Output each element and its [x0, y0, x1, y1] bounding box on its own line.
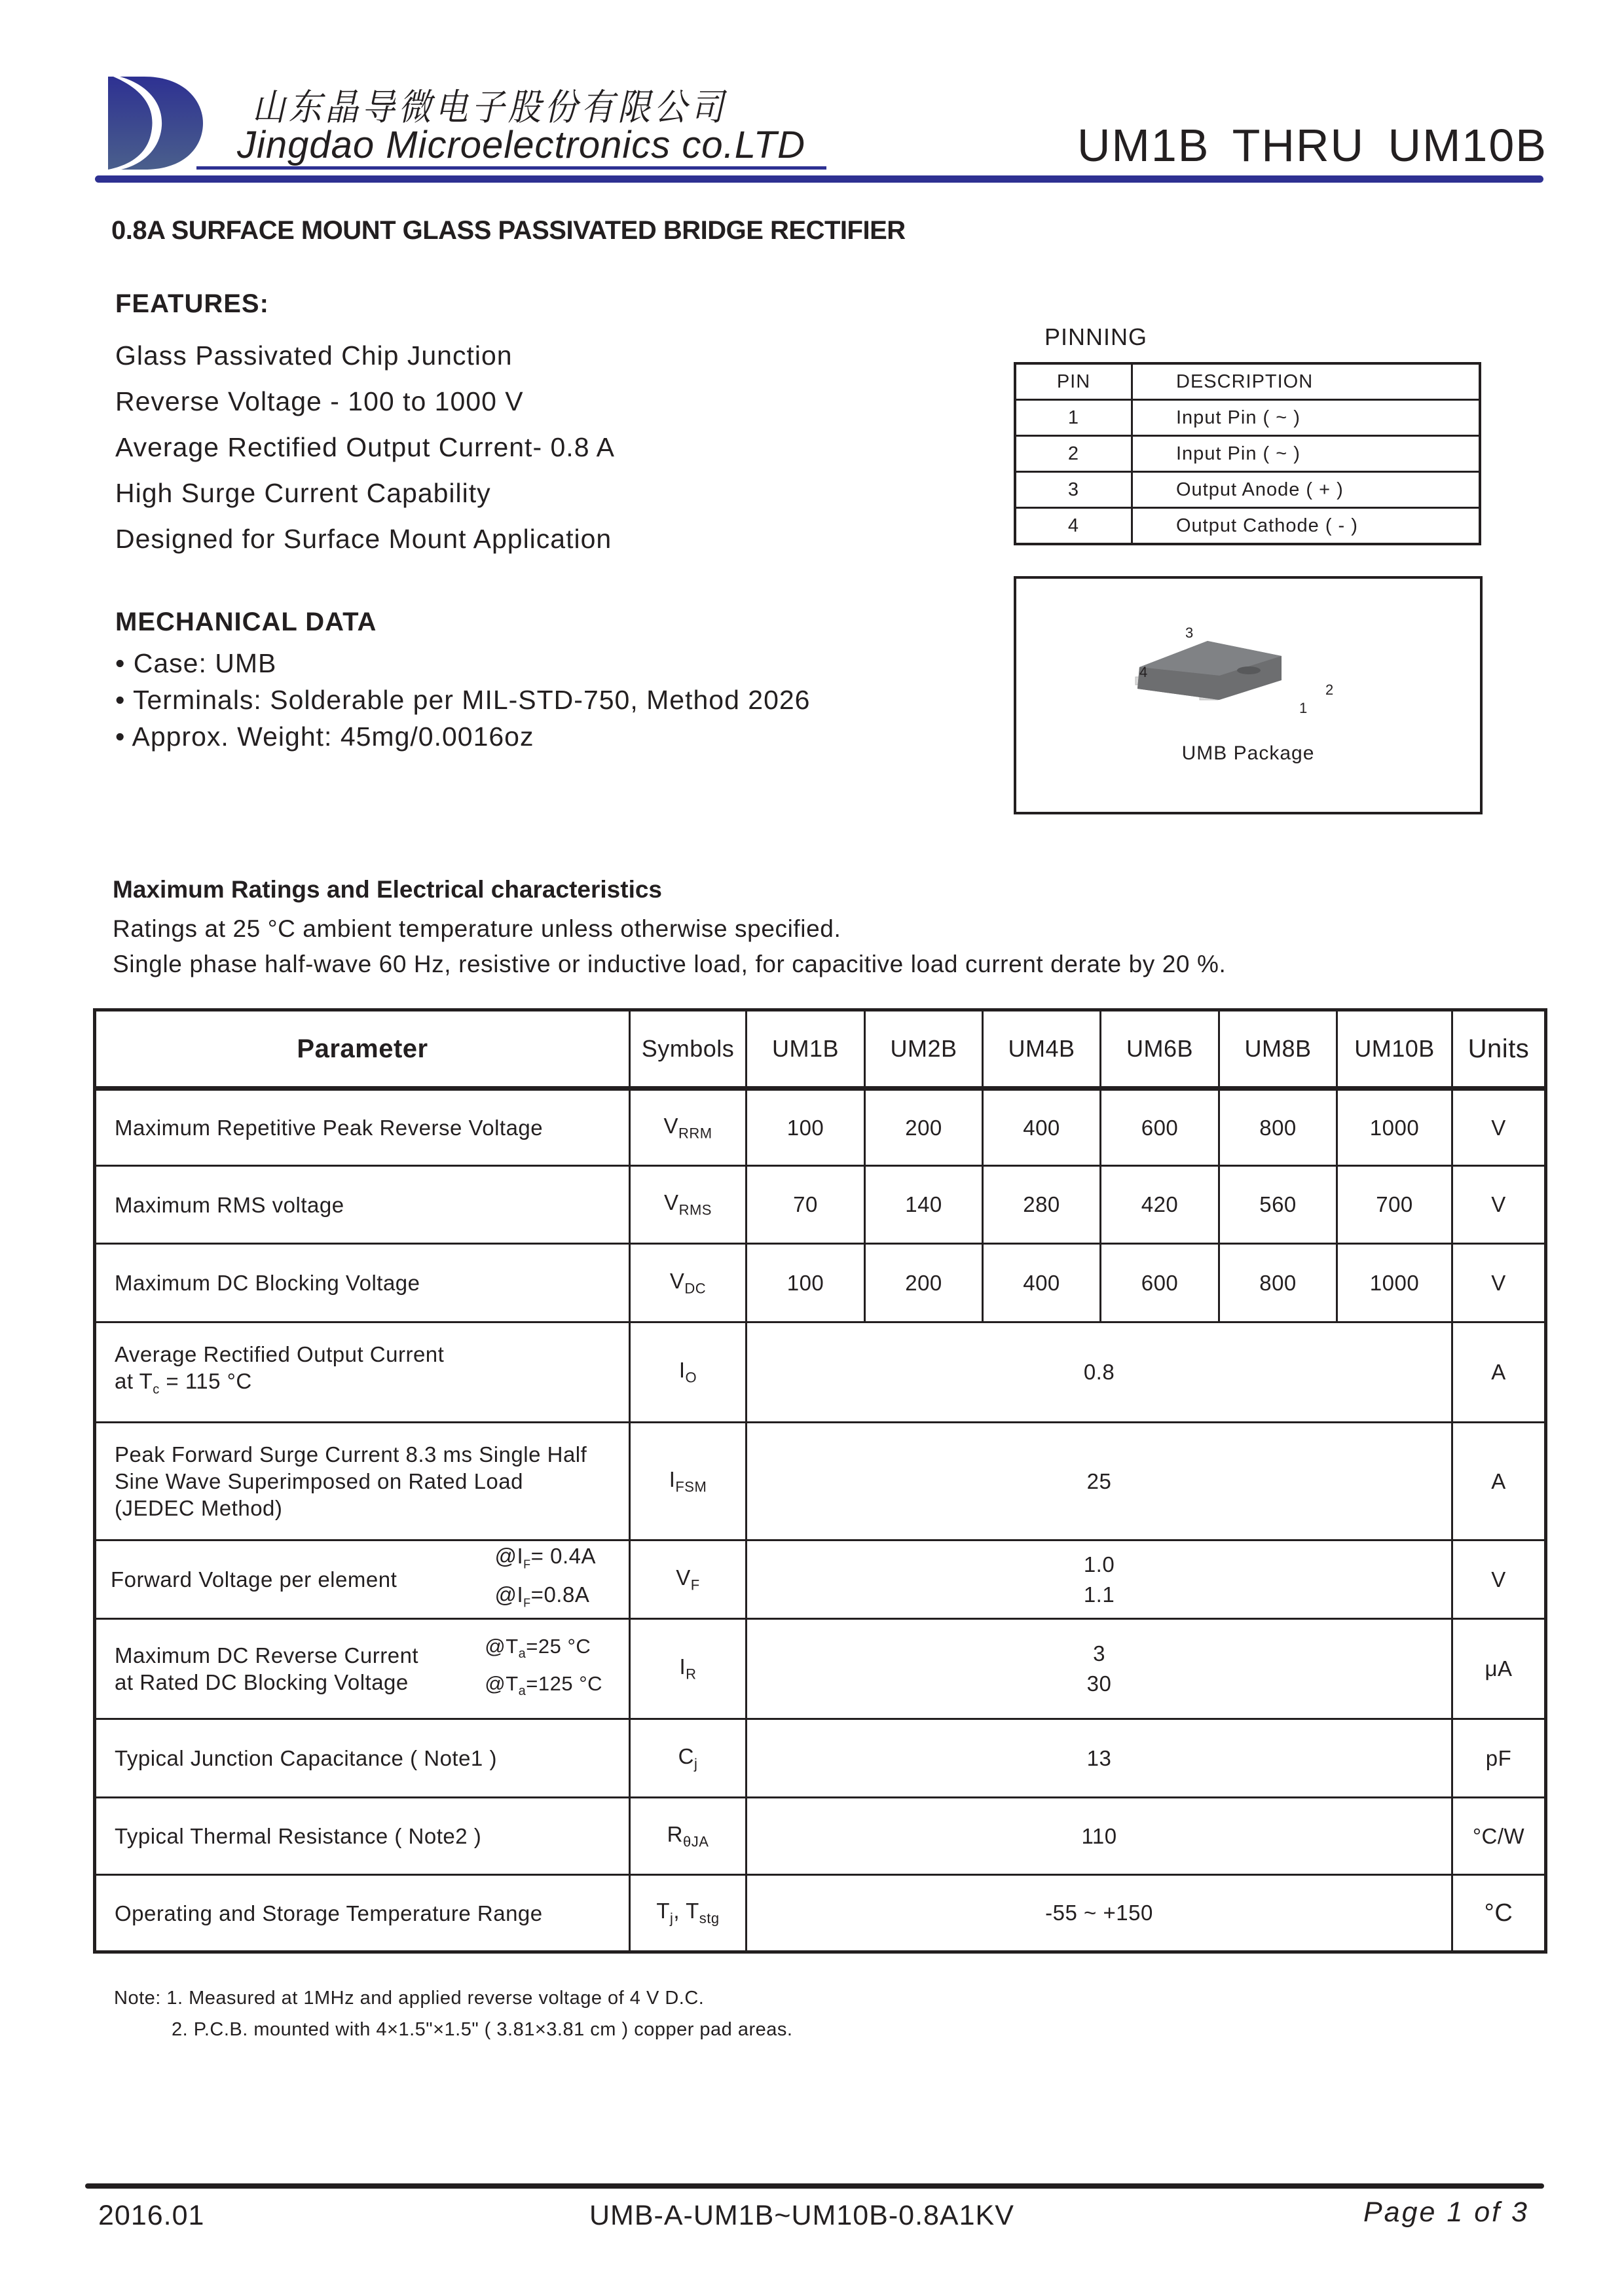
- ratings-table: [93, 1008, 1547, 1954]
- unit-cell: V: [1452, 1244, 1546, 1322]
- pin-description: Output Cathode ( - ): [1132, 508, 1481, 545]
- table-row-temp: [95, 1875, 1546, 1952]
- value-cell: 1000: [1337, 1089, 1452, 1166]
- value-cell: 100: [747, 1244, 865, 1322]
- table-row-vrms: [95, 1166, 1546, 1244]
- parameter-cell: Peak Forward Surge Current 8.3 ms Single Half Sine Wave Superimposed on Rated Load (JEDEC Method): [95, 1423, 630, 1540]
- pinning-row: [1015, 508, 1480, 545]
- parameter-cell: Typical Thermal Resistance ( Note2 ): [95, 1798, 630, 1875]
- parameter-cell: Maximum Repetitive Peak Reverse Voltage: [95, 1089, 630, 1166]
- value-cell: 560: [1219, 1166, 1337, 1244]
- unit-cell: °C: [1452, 1875, 1546, 1952]
- unit-cell: V: [1452, 1166, 1546, 1244]
- feature-item: High Surge Current Capability: [115, 478, 491, 508]
- pin-description: Output Anode ( + ): [1132, 472, 1481, 508]
- unit-cell: pF: [1452, 1719, 1546, 1798]
- model-header: UM2B: [865, 1010, 983, 1089]
- symbol-cell: $V_{DC}$: [630, 1244, 747, 1322]
- value-cell: 140: [865, 1166, 983, 1244]
- value-cell: 3 30: [747, 1619, 1452, 1719]
- pinning-header-row: [1015, 363, 1480, 400]
- footer-date: 2016.01: [98, 2200, 205, 2231]
- description-column-header: DESCRIPTION: [1132, 363, 1481, 400]
- symbol-cell: $I_{FSM}$: [630, 1423, 747, 1540]
- value-cell: 200: [865, 1244, 983, 1322]
- footer-divider: [85, 2183, 1544, 2189]
- unit-cell: V: [1452, 1089, 1546, 1166]
- unit-cell: A: [1452, 1423, 1546, 1540]
- value-cell: 420: [1101, 1166, 1219, 1244]
- symbols-header: Symbols: [630, 1010, 747, 1089]
- package-pin-label: 4: [1139, 664, 1148, 680]
- value-cell: 600: [1101, 1089, 1219, 1166]
- value-cell: 1000: [1337, 1244, 1452, 1322]
- package-label: UMB Package: [1181, 742, 1315, 764]
- pinning-row: [1015, 400, 1480, 436]
- table-row-vf: [95, 1540, 1546, 1619]
- value-cell: 25: [747, 1423, 1452, 1540]
- parameter-cell: Operating and Storage Temperature Range: [95, 1875, 630, 1952]
- ratings-heading: Maximum Ratings and Electrical characteristics: [113, 876, 663, 903]
- company-name-english: Jingdao Microelectronics co.LTD: [237, 124, 806, 166]
- symbol-cell: $C_j$: [630, 1719, 747, 1798]
- pin-number: 3: [1015, 472, 1132, 508]
- table-header-row: [95, 1010, 1546, 1089]
- units-header: Units: [1452, 1010, 1546, 1089]
- pin-number: 4: [1015, 508, 1132, 545]
- model-header: UM4B: [983, 1010, 1101, 1089]
- footer-document-code: UMB-A-UM1B~UM10B-0.8A1KV: [589, 2200, 1014, 2231]
- parameter-header: Parameter: [95, 1010, 630, 1089]
- company-logo-icon: [108, 77, 203, 170]
- features-heading: FEATURES:: [115, 289, 269, 318]
- table-row-cj: [95, 1719, 1546, 1798]
- package-pin-label: 2: [1325, 682, 1334, 698]
- value-cell: 700: [1337, 1166, 1452, 1244]
- model-header: UM1B: [747, 1010, 865, 1089]
- package-pin-label: 3: [1185, 625, 1194, 641]
- pinning-heading: PINNING: [1044, 323, 1148, 350]
- value-cell: 400: [983, 1244, 1101, 1322]
- feature-item: Average Rectified Output Current- 0.8 A: [115, 432, 615, 462]
- mechanical-data-heading: MECHANICAL DATA: [115, 608, 377, 636]
- mechanical-item: • Case: UMB: [115, 648, 277, 678]
- parameter-cell: Maximum RMS voltage: [95, 1166, 630, 1244]
- symbol-cell: $V_F$: [630, 1540, 747, 1619]
- table-row-ir: [95, 1619, 1546, 1719]
- value-cell: 0.8: [747, 1322, 1452, 1423]
- package-pin-label: 1: [1299, 700, 1308, 716]
- value-cell: 400: [983, 1089, 1101, 1166]
- symbol-cell: $I_O$: [630, 1322, 747, 1423]
- product-subtitle: 0.8A SURFACE MOUNT GLASS PASSIVATED BRIDGE RECTIFIER: [111, 216, 906, 245]
- footer-page-number: Page 1 of 3: [1363, 2196, 1529, 2228]
- pin-column-header: PIN: [1015, 363, 1132, 400]
- notes: [114, 1982, 792, 2045]
- value-cell: 280: [983, 1166, 1101, 1244]
- model-header: UM10B: [1337, 1010, 1452, 1089]
- company-name-underline: [196, 166, 826, 170]
- value-cell: 100: [747, 1089, 865, 1166]
- table-row-vdc: [95, 1244, 1546, 1322]
- note-1: Note: 1. Measured at 1MHz and applied reverse voltage of 4 V D.C.: [114, 1988, 705, 2009]
- table-row-vrrm: [95, 1089, 1546, 1166]
- pin-description: Input Pin ( ~ ): [1132, 400, 1481, 436]
- symbol-cell: $V_{RRM}$: [630, 1089, 747, 1166]
- parameter-cell: Maximum DC Reverse Current at Rated DC Blocking Voltage $@T_a=25$ °C $@T_a=125$ °C: [95, 1619, 630, 1719]
- feature-item: Designed for Surface Mount Application: [115, 524, 612, 554]
- unit-cell: V: [1452, 1540, 1546, 1619]
- value-cell: 110: [747, 1798, 1452, 1875]
- model-header: UM8B: [1219, 1010, 1337, 1089]
- symbol-cell: $R_{\theta JA}$: [630, 1798, 747, 1875]
- pin-number: 2: [1015, 436, 1132, 472]
- parameter-cell: Maximum DC Blocking Voltage: [95, 1244, 630, 1322]
- model-header: UM6B: [1101, 1010, 1219, 1089]
- unit-cell: °C/W: [1452, 1798, 1546, 1875]
- company-name-chinese: 山东晶导微电子股份有限公司: [252, 86, 728, 129]
- parameter-cell: Typical Junction Capacitance ( Note1 ): [95, 1719, 630, 1798]
- header-divider: [95, 175, 1543, 183]
- umb-package-icon: [1134, 638, 1344, 729]
- value-cell: -55 ~ +150: [747, 1875, 1452, 1952]
- value-cell: 200: [865, 1089, 983, 1166]
- mechanical-item: • Approx. Weight: 45mg/0.0016oz: [115, 721, 534, 752]
- feature-item: Reverse Voltage - 100 to 1000 V: [115, 386, 524, 416]
- mechanical-data-list: [115, 645, 811, 755]
- pin-description: Input Pin ( ~ ): [1132, 436, 1481, 472]
- features-list: [115, 333, 615, 562]
- unit-cell: μA: [1452, 1619, 1546, 1719]
- feature-item: Glass Passivated Chip Junction: [115, 340, 513, 371]
- unit-cell: A: [1452, 1322, 1546, 1423]
- parameter-cell: Average Rectified Output Current at $T_c = 115$ °C: [95, 1322, 630, 1423]
- mechanical-item: • Terminals: Solderable per MIL-STD-750, Method 2026: [115, 685, 811, 715]
- parameter-cell: Forward Voltage per element $@I_F= 0.4A$ $@I_F=0.8A$: [95, 1540, 630, 1619]
- symbol-cell: $I_R$: [630, 1619, 747, 1719]
- pinning-row: [1015, 472, 1480, 508]
- value-cell: 800: [1219, 1089, 1337, 1166]
- table-row-io: [95, 1322, 1546, 1423]
- package-figure: [1014, 576, 1483, 814]
- value-cell: 1.0 1.1: [747, 1540, 1452, 1619]
- table-row-ifsm: [95, 1423, 1546, 1540]
- value-cell: 70: [747, 1166, 865, 1244]
- value-cell: 13: [747, 1719, 1452, 1798]
- value-cell: 800: [1219, 1244, 1337, 1322]
- note-2: 2. P.C.B. mounted with 4×1.5"×1.5" ( 3.81×3.81 cm ) copper pad areas.: [172, 2019, 793, 2040]
- ratings-note-load: Single phase half-wave 60 Hz, resistive or inductive load, for capacitive load current derate by 20 %.: [113, 951, 1227, 977]
- symbol-cell: $V_{RMS}$: [630, 1166, 747, 1244]
- document-title: UM1B THRU UM10B: [1077, 120, 1547, 171]
- pinning-row: [1015, 436, 1480, 472]
- pin-number: 1: [1015, 400, 1132, 436]
- ratings-note-temperature: Ratings at 25 °C ambient temperature unless otherwise specified.: [113, 915, 841, 942]
- pinning-table: [1014, 362, 1481, 545]
- symbol-cell: $T_j$, $T_{stg}$: [630, 1875, 747, 1952]
- table-row-rth: [95, 1798, 1546, 1875]
- value-cell: 600: [1101, 1244, 1219, 1322]
